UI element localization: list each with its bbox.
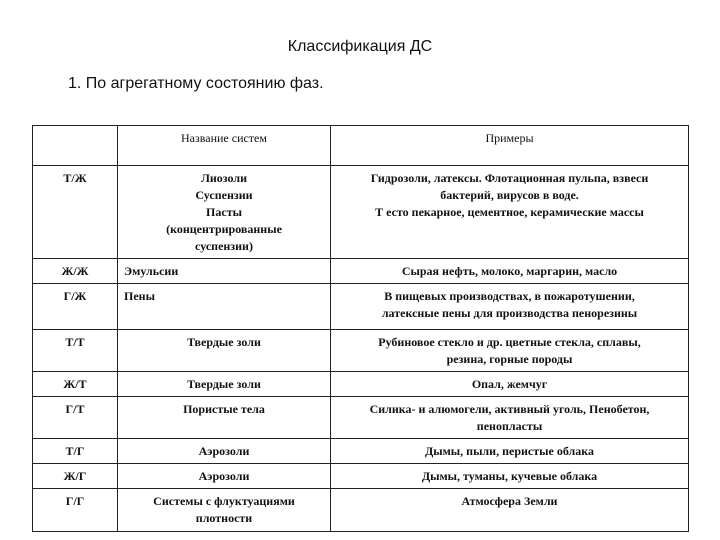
phase-cell: Т/Г: [33, 439, 118, 464]
system-name-cell-line: Аэрозоли: [198, 444, 250, 458]
examples-cell-line: пенопласты: [476, 419, 543, 433]
examples-cell: [331, 439, 689, 464]
system-name-cell-line: Суспензии: [195, 188, 253, 202]
examples-cell-line: Рубиновое стекло и др. цветные стекла, сплавы,: [378, 335, 641, 349]
examples-cell: [331, 397, 689, 439]
phase-cell: Т/Ж: [33, 166, 118, 259]
system-name-cell-line: Системы с флуктуациями: [153, 494, 295, 508]
table-row: [33, 166, 689, 259]
examples-cell-line: Дымы, туманы, кучевые облака: [421, 469, 598, 483]
examples-cell-line: Силика- и алюмогели, активный уголь, Пенобетон,: [369, 402, 650, 416]
system-name-cell: [118, 166, 331, 259]
system-name-cell-line: Пористые тела: [183, 402, 265, 416]
phase-cell: Ж/Ж: [33, 259, 118, 284]
examples-cell: [331, 330, 689, 372]
phase-cell: Г/Т: [33, 397, 118, 439]
examples-cell-line: Сырая нефть, молоко, маргарин, масло: [401, 264, 618, 278]
phase-cell: Ж/Т: [33, 372, 118, 397]
examples-cell: [331, 372, 689, 397]
header-system-name: Название систем: [118, 126, 331, 166]
system-name-cell-line: Лиозоли: [200, 171, 248, 185]
system-name-cell: [118, 259, 331, 284]
table-row: [33, 259, 689, 284]
examples-cell: [331, 166, 689, 259]
phase-cell: Г/Ж: [33, 284, 118, 330]
table-row: [33, 489, 689, 532]
system-name-cell-line: Пасты: [206, 205, 242, 219]
phase-cell: Ж/Г: [33, 464, 118, 489]
examples-cell: [331, 284, 689, 330]
phase-cell: Г/Г: [33, 489, 118, 532]
system-name-cell: [118, 330, 331, 372]
examples-cell: [331, 489, 689, 532]
system-name-cell: [118, 397, 331, 439]
table-row: [33, 439, 689, 464]
system-name-cell-line: Твердые золи: [187, 377, 261, 391]
examples-cell-line: В пищевых производствах, в пожаротушении,: [384, 289, 635, 303]
header-examples: Примеры: [331, 126, 689, 166]
system-name-cell-line: (концентрированные: [166, 222, 282, 236]
system-name-cell: [118, 284, 331, 330]
system-name-cell-line: Эмульсии: [124, 264, 179, 278]
examples-cell-line: Гидрозоли, латексы. Флотационная пульпа, взвеси: [370, 171, 649, 185]
examples-cell-line: Т есто пекарное, цементное, керамические массы: [375, 205, 644, 219]
table-row: [33, 330, 689, 372]
table-row: [33, 284, 689, 330]
system-name-cell-line: плотности: [195, 511, 253, 525]
table-header-row: [33, 126, 689, 166]
table-row: [33, 464, 689, 489]
system-name-cell: [118, 439, 331, 464]
system-name-cell: [118, 464, 331, 489]
system-name-cell-line: Пены: [124, 289, 155, 303]
table-row: [33, 372, 689, 397]
examples-cell-line: резина, горные породы: [446, 352, 573, 366]
system-name-cell-line: Твердые золи: [187, 335, 261, 349]
examples-cell-line: Опал, жемчуг: [471, 377, 548, 391]
classification-table: [32, 125, 689, 532]
examples-cell-line: Атмосфера Земли: [461, 494, 558, 508]
page-title: Классификация ДС: [287, 38, 433, 55]
system-name-cell: [118, 489, 331, 532]
phase-cell: Т/Т: [33, 330, 118, 372]
examples-cell: [331, 464, 689, 489]
examples-cell: [331, 259, 689, 284]
system-name-cell-line: суспензии): [195, 239, 253, 253]
system-name-cell-line: Аэрозоли: [198, 469, 250, 483]
header-phase: [33, 126, 118, 166]
section-heading: 1. По агрегатному состоянию фаз.: [68, 75, 324, 92]
examples-cell-line: Дымы, пыли, перистые облака: [424, 444, 594, 458]
examples-cell-line: бактерий, вирусов в воде.: [440, 188, 579, 202]
examples-cell-line: латексные пены для производства пенорезины: [381, 306, 638, 320]
table-row: [33, 397, 689, 439]
system-name-cell: [118, 372, 331, 397]
